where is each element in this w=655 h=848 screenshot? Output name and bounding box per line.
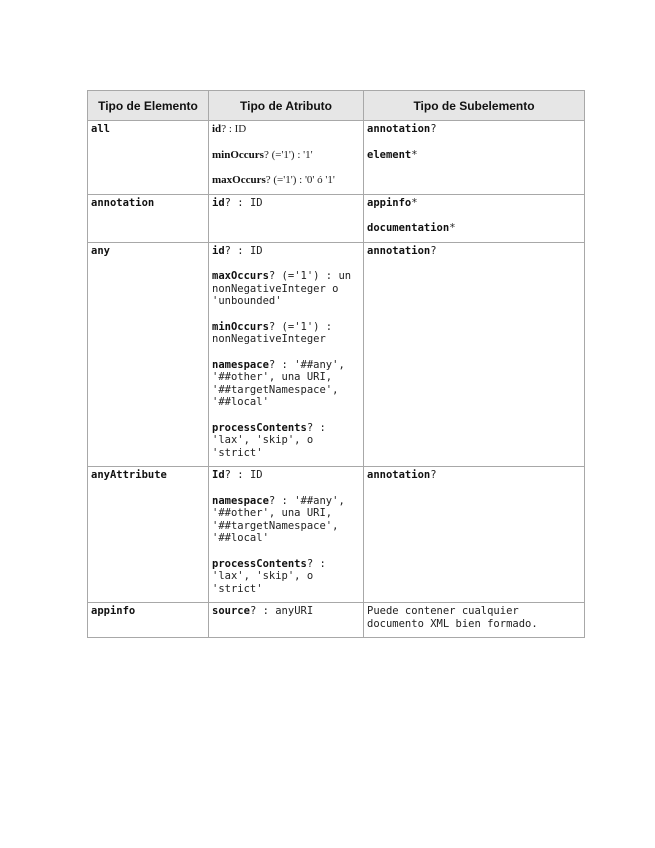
attribute-cell	[209, 242, 364, 467]
table-row	[88, 242, 585, 467]
subelement-entry: appinfo*	[367, 196, 418, 209]
attribute-cell	[209, 467, 364, 603]
attribute-entry: Id? : ID	[212, 469, 263, 481]
subelement-cell	[364, 194, 585, 242]
attribute-entry: id? : ID	[212, 123, 247, 135]
element-name-cell: appinfo	[88, 603, 209, 638]
table-row	[88, 467, 585, 603]
attribute-entry: namespace? : '##any', '##other', una URI, '##targetNamespace', '##local'	[212, 494, 345, 544]
attribute-cell	[209, 603, 364, 638]
attribute-cell	[209, 194, 364, 242]
subelement-cell	[364, 467, 585, 603]
element-name-cell: all	[88, 121, 209, 195]
table-row	[88, 121, 585, 195]
element-name-cell: any	[88, 242, 209, 467]
element-name-cell: anyAttribute	[88, 467, 209, 603]
column-header-subelement: Tipo de Subelemento	[364, 91, 585, 121]
table-row	[88, 194, 585, 242]
subelement-description: Puede contener cualquier documento XML bien formado.	[367, 605, 538, 630]
attribute-entry: processContents? : 'lax', 'skip', o 'strict'	[212, 557, 326, 595]
attribute-entry: source? : anyURI	[212, 605, 314, 617]
table-row	[88, 603, 585, 638]
subelement-entry: annotation?	[367, 469, 437, 481]
subelement-entry: annotation?	[367, 244, 437, 257]
attribute-entry: minOccurs? (='1') : '1'	[212, 148, 313, 161]
attribute-entry: id? : ID	[212, 244, 263, 257]
attribute-entry: id? : ID	[212, 196, 263, 209]
subelement-entry: element*	[367, 148, 418, 161]
attribute-entry: processContents? : 'lax', 'skip', o 'strict'	[212, 421, 326, 459]
attribute-entry: namespace? : '##any', '##other', una URI, '##targetNamespace', '##local'	[212, 358, 345, 408]
attribute-entry: minOccurs? (='1') : nonNegativeInteger	[212, 320, 333, 345]
column-header-attribute: Tipo de Atributo	[209, 91, 364, 121]
column-header-element: Tipo de Elemento	[88, 91, 209, 121]
subelement-entry: annotation?	[367, 123, 437, 135]
attribute-entry: maxOccurs? (='1') : un nonNegativeInteger o 'unbounded'	[212, 270, 352, 307]
subelement-entry: documentation*	[367, 222, 456, 234]
xsd-elements-table	[87, 90, 585, 638]
table-header-row	[88, 91, 585, 121]
attribute-entry: maxOccurs? (='1') : '0' ó '1'	[212, 174, 335, 186]
subelement-cell	[364, 121, 585, 195]
element-name-cell: annotation	[88, 194, 209, 242]
attribute-cell	[209, 121, 364, 195]
subelement-cell	[364, 603, 585, 638]
subelement-cell	[364, 242, 585, 467]
